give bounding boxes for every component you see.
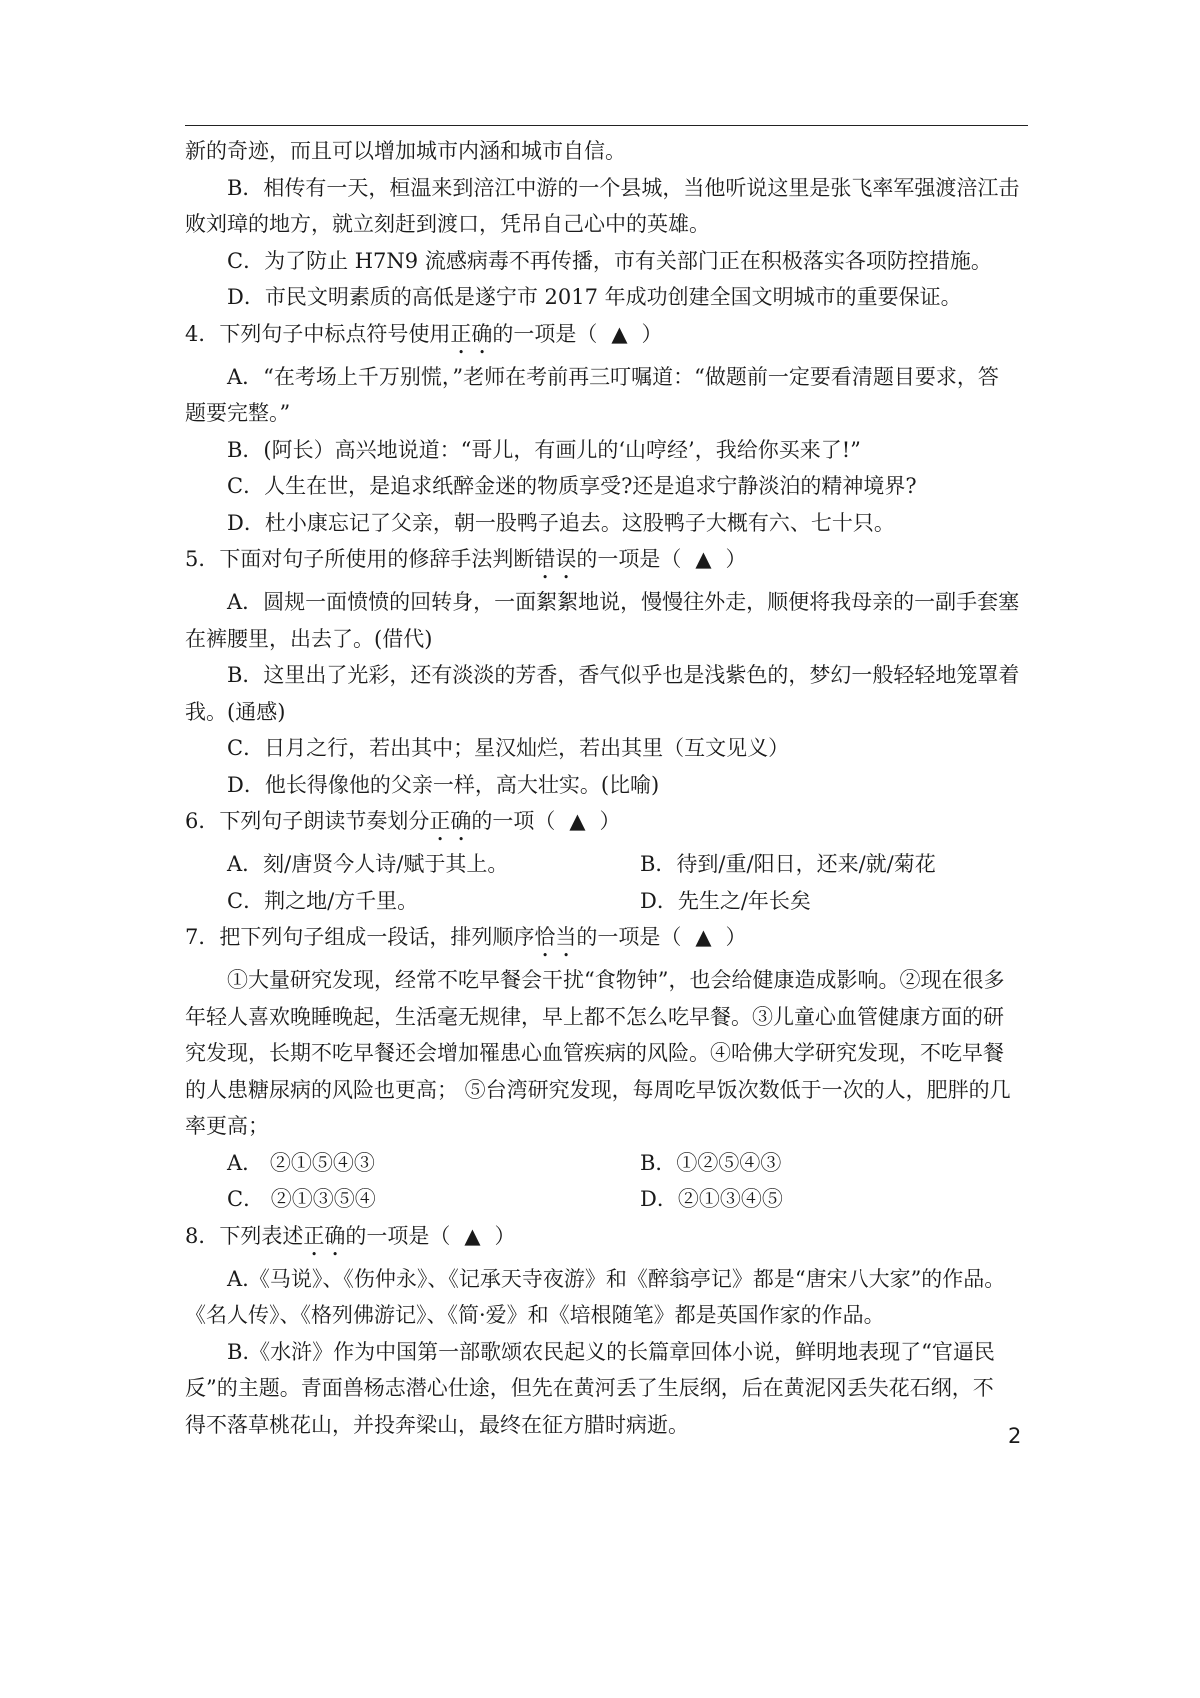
question-7 [185, 919, 1028, 962]
option-c: C．荆之地/方千里。 [227, 888, 419, 913]
question-text: 7．把下列句子组成一段话，排列顺序 [185, 925, 535, 949]
exam-content [185, 133, 1028, 1443]
option-row [185, 883, 1028, 920]
option-line: B．这里出了光彩，还有淡淡的芳香，香气似乎也是浅紫色的，梦幻一般轻轻地笼罩着 [227, 663, 1020, 687]
option-line: 败刘璋的地方，就立刻赶到渡口，凭吊自己心中的英雄。 [185, 212, 710, 236]
option-line: A．圆规一面愤愤的回转身，一面絮絮地说，慢慢往外走，顺便将我母亲的一副手套塞 [227, 590, 1020, 614]
question-text: 的一项是（ [576, 925, 682, 949]
option-b: B．①②⑤④③ [640, 1150, 782, 1175]
question-text: ） [494, 1223, 516, 1248]
question-text: 6．下列句子朗读节奏划分 [185, 809, 430, 833]
passage-line: ①大量研究发现，经常不吃早餐会干扰“食物钟”，也会给健康造成影响。②现在很多 [227, 968, 1005, 992]
emphasis-text: 正确 [450, 321, 493, 346]
option-line: B．相传有一天，桓温来到涪江中游的一个县城，当他听说这里是张飞率军强渡涪江击 [227, 175, 1020, 200]
text-line: 新的奇迹，而且可以增加城市内涵和城市自信。 [185, 139, 626, 163]
option-line: 得不落草桃花山，并投奔梁山，最终在征方腊时病逝。 [185, 1412, 689, 1437]
question-text: 的一项是（ [576, 547, 682, 571]
option-line: D．他长得像他的父亲一样，高大壮实。(比喻) [227, 772, 660, 797]
option-line: 题要完整。” [185, 401, 291, 425]
question-4 [185, 316, 1028, 359]
option-a: A． ②①⑤④③ [227, 1150, 375, 1175]
option-row [185, 1181, 1028, 1218]
question-text: ） [641, 321, 663, 346]
option-line: A.《马说》、《伤仲永》、《记承天寺夜游》和《醉翁亭记》都是“唐宋八大家”的作品。 [227, 1266, 1006, 1291]
emphasis-text: 恰当 [534, 925, 577, 949]
option-d: D．②①③④⑤ [640, 1187, 783, 1211]
question-5 [185, 541, 1028, 584]
header-rule [185, 125, 1028, 126]
option-line: A．“在考场上千万别慌，”老师在考前再三叮嘱道：“做题前一定要看清题目要求，答 [227, 364, 999, 389]
option-line: D．杜小康忘记了父亲，朝一股鸭子追去。这股鸭子大概有六、七十只。 [227, 510, 895, 535]
passage-line: 究发现，长期不吃早餐还会增加罹患心血管疾病的风险。④哈佛大学研究发现，不吃早餐 [185, 1041, 1004, 1065]
option-line: B.《水浒》作为中国第一部歌颂农民起义的长篇章回体小说，鲜明地表现了“官逼民 [227, 1339, 995, 1364]
question-text: ） [725, 925, 747, 949]
triangle-marker-icon: ▲ [695, 925, 712, 949]
option-line: 在裤腰里，出去了。(借代) [185, 626, 433, 651]
page-number: 2 [1008, 1424, 1022, 1448]
emphasis-text: 错误 [534, 547, 577, 571]
question-text: 的一项是（ [492, 321, 598, 346]
option-line: C．日月之行，若出其中；星汉灿烂，若出其里（互文见义） [227, 736, 790, 760]
option-line: D．市民文明素质的高低是遂宁市 2017 年成功创建全国文明城市的重要保证。 [227, 285, 962, 309]
question-text: 5．下面对句子所使用的修辞手法判断 [185, 547, 535, 571]
question-text: 的一项是（ [345, 1223, 451, 1248]
passage-line: 的人患糖尿病的风险也更高； ⑤台湾研究发现，每周吃早饭次数低于一次的人，肥胖的几 [185, 1077, 1011, 1102]
option-c: C． ②①③⑤④ [227, 1187, 376, 1211]
option-b: B．待到/重/阳日，还来/就/菊花 [640, 852, 936, 876]
option-a: A．刻/唐贤今人诗/赋于其上。 [227, 852, 509, 876]
option-line: 反”的主题。青面兽杨志潜心仕途，但先在黄河丢了生辰纲，后在黄泥冈丢失花石纲，不 [185, 1376, 994, 1400]
question-text: ） [599, 809, 621, 833]
triangle-marker-icon: ▲ [695, 547, 712, 571]
triangle-marker-icon: ▲ [611, 321, 628, 346]
triangle-marker-icon: ▲ [464, 1223, 481, 1248]
option-line: 我。(通感) [185, 699, 286, 724]
passage-line: 率更高； [185, 1114, 269, 1138]
option-line: C．为了防止 H7N9 流感病毒不再传播，市有关部门正在积极落实各项防控措施。 [227, 248, 992, 273]
passage-line: 年轻人喜欢晚睡晚起，生活毫无规律，早上都不怎么吃早餐。③儿童心血管健康方面的研 [185, 1004, 1004, 1029]
question-text: 的一项（ [471, 809, 556, 833]
option-line: B．(阿长）高兴地说道：“哥儿，有画儿的‘山哼经’，我给你买来了!” [227, 437, 861, 462]
option-line: 《名人传》、《格列佛游记》、《简·爱》和《培根随笔》都是英国作家的作品。 [185, 1303, 885, 1327]
question-text: ） [725, 547, 747, 571]
option-row [185, 846, 1028, 883]
triangle-marker-icon: ▲ [569, 809, 586, 833]
question-text: 4．下列句子中标点符号使用 [185, 321, 451, 346]
option-row [185, 1145, 1028, 1182]
question-text: 8．下列表述 [185, 1223, 304, 1248]
question-6 [185, 803, 1028, 846]
emphasis-text: 正确 [429, 809, 472, 833]
option-line: C．人生在世，是追求纸醉金迷的物质享受?还是追求宁静淡泊的精神境界? [227, 474, 917, 498]
question-8 [185, 1218, 1028, 1261]
emphasis-text: 正确 [303, 1223, 346, 1248]
option-d: D．先生之/年长矣 [640, 888, 811, 913]
